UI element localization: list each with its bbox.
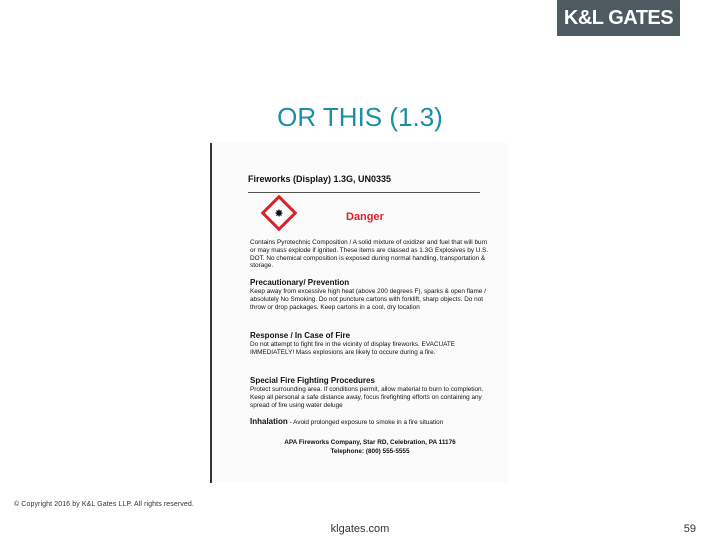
exploding-bomb-icon: ✸ xyxy=(274,208,284,220)
label-header: Fireworks (Display) 1.3G, UN0335 xyxy=(248,174,392,184)
company-logo: K&L GATES xyxy=(557,0,680,36)
page-number: 59 xyxy=(683,523,696,535)
contains-text: Contains Pyrotechnic Composition / A solid mixture of oxidizer and fuel that will burn or may mass explode if ignited. These items are classed as 1.3G Explosives by U.S. DOT. No chemical composition is exposed during normal handling, transportation & storage. xyxy=(250,239,489,270)
response-text: Do not attempt to fight fire in the vicinity of display fireworks. EVACUATE IMMEDIATELY! Mass explosions are likely to occure during a fire. xyxy=(250,341,456,356)
inhalation-title: Inhalation xyxy=(250,417,288,426)
response-title: Response / In Case of Fire xyxy=(250,331,351,340)
copyright-notice: © Copyright 2016 by K&L Gates LLP. All rights reserved. xyxy=(14,501,194,508)
label-divider xyxy=(248,192,480,193)
label-left-edge xyxy=(210,143,212,483)
slide-title: OR THIS (1.3) xyxy=(277,102,443,132)
company-line-2: Telephone: (800) 555-5555 xyxy=(330,448,410,455)
special-procedures-text: Protect surrounding area. If conditions permit, allow material to burn to completion. Keep all personal a safe distance away, focus firefighting efforts on containing any spread of fire using water deluge xyxy=(250,386,484,409)
precaution-title: Precautionary/ Prevention xyxy=(250,278,350,287)
company-line-1: APA Fireworks Company, Star RD, Celebration, PA 11176 xyxy=(284,439,456,446)
hazard-label-image xyxy=(210,143,508,483)
inhalation-line xyxy=(250,418,490,427)
footer-url[interactable]: klgates.com xyxy=(330,523,390,535)
inhalation-text: - Avoid prolonged exposure to smoke in a fire situation xyxy=(289,419,444,426)
special-procedures-title: Special Fire Fighting Procedures xyxy=(250,376,375,385)
signal-word: Danger xyxy=(346,211,384,223)
precaution-text: Keep away from excessive high heat (above 200 degrees F), sparks & open flame / absolutely No Smoking. Do not puncture cartons with forklift, sharp objects. Do not throw or drop packages. Keep cartons in a cool, dry location xyxy=(250,288,486,311)
